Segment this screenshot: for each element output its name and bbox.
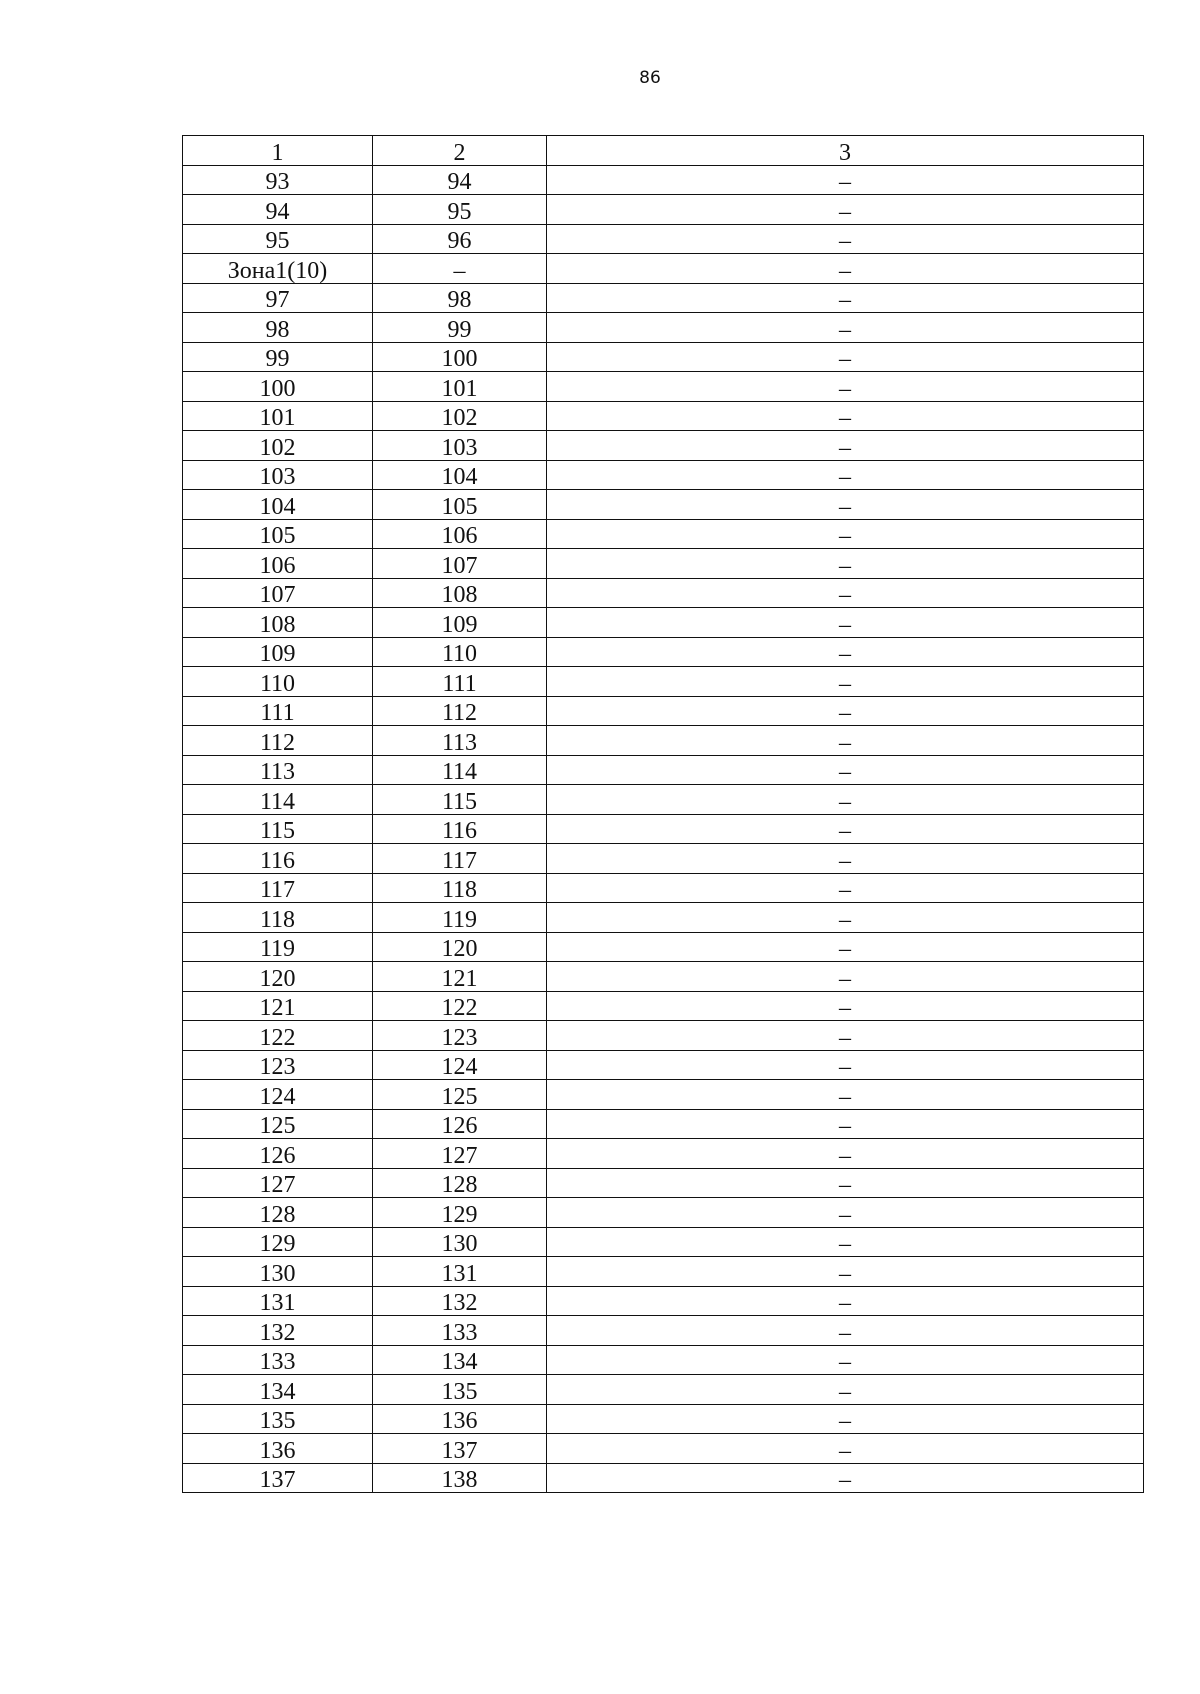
table-cell-col3: –	[547, 1109, 1144, 1139]
table-row	[183, 1257, 1144, 1287]
table-row	[183, 932, 1144, 962]
table-cell-col1: 120	[183, 962, 373, 992]
table-cell-col1: 134	[183, 1375, 373, 1405]
table-row	[183, 1021, 1144, 1051]
table-cell-col1: 102	[183, 431, 373, 461]
table-cell-col2: 95	[373, 195, 547, 225]
table-cell-col1: 136	[183, 1434, 373, 1464]
table-cell-col2: 132	[373, 1286, 547, 1316]
table-row	[183, 490, 1144, 520]
table-cell-col3: –	[547, 1198, 1144, 1228]
table-cell-col1: 135	[183, 1404, 373, 1434]
table-cell-col2: 100	[373, 342, 547, 372]
table-row	[183, 637, 1144, 667]
table-cell-col3: –	[547, 313, 1144, 343]
table-cell-col1: 99	[183, 342, 373, 372]
table-row	[183, 372, 1144, 402]
table-cell-col2: 126	[373, 1109, 547, 1139]
table-cell-col1: 95	[183, 224, 373, 254]
table-cell-col3: –	[547, 549, 1144, 579]
table-cell-col1: 116	[183, 844, 373, 874]
table-cell-col3: –	[547, 224, 1144, 254]
table-cell-col3: –	[547, 1463, 1144, 1493]
table-cell-col3: –	[547, 460, 1144, 490]
table-cell-col2: 105	[373, 490, 547, 520]
table-cell-col2: 107	[373, 549, 547, 579]
table-cell-col3: –	[547, 873, 1144, 903]
table-cell-col3: –	[547, 1434, 1144, 1464]
table-cell-col1: 112	[183, 726, 373, 756]
table-row	[183, 696, 1144, 726]
table-cell-col3: –	[547, 1050, 1144, 1080]
table-header-row	[183, 136, 1144, 166]
table-cell-col1: 97	[183, 283, 373, 313]
table-cell-col2: 137	[373, 1434, 547, 1464]
table-cell-col1: 98	[183, 313, 373, 343]
table-cell-col2: 125	[373, 1080, 547, 1110]
table-row	[183, 962, 1144, 992]
column-header-1: 1	[183, 136, 373, 166]
table-row	[183, 667, 1144, 697]
table-cell-col2: 103	[373, 431, 547, 461]
table-cell-col1: 106	[183, 549, 373, 579]
table-row	[183, 1168, 1144, 1198]
table-row	[183, 431, 1144, 461]
table-cell-col1: 107	[183, 578, 373, 608]
table-cell-col2: 114	[373, 755, 547, 785]
table-cell-col3: –	[547, 696, 1144, 726]
column-header-3: 3	[547, 136, 1144, 166]
table-cell-col2: 133	[373, 1316, 547, 1346]
table-cell-col2: 123	[373, 1021, 547, 1051]
table-row	[183, 755, 1144, 785]
table-row	[183, 313, 1144, 343]
table-row	[183, 991, 1144, 1021]
table-row	[183, 195, 1144, 225]
table-cell-col3: –	[547, 903, 1144, 933]
table-cell-col3: –	[547, 490, 1144, 520]
table-cell-col3: –	[547, 814, 1144, 844]
table-cell-col3: –	[547, 372, 1144, 402]
table-cell-col2: 131	[373, 1257, 547, 1287]
table-row	[183, 254, 1144, 284]
table-cell-col1: 94	[183, 195, 373, 225]
table-cell-col1: 105	[183, 519, 373, 549]
table-cell-col3: –	[547, 1257, 1144, 1287]
table-cell-col3: –	[547, 578, 1144, 608]
table-cell-col2: 136	[373, 1404, 547, 1434]
table-row	[183, 1286, 1144, 1316]
table-cell-col2: 127	[373, 1139, 547, 1169]
data-table	[182, 135, 1144, 1493]
table-cell-col3: –	[547, 637, 1144, 667]
table-row	[183, 844, 1144, 874]
table-cell-col1: 100	[183, 372, 373, 402]
table-cell-col1: 127	[183, 1168, 373, 1198]
table-cell-col2: 106	[373, 519, 547, 549]
table-cell-col3: –	[547, 991, 1144, 1021]
table-cell-col1: 128	[183, 1198, 373, 1228]
table-cell-col2: 104	[373, 460, 547, 490]
table-cell-col3: –	[547, 755, 1144, 785]
column-header-2: 2	[373, 136, 547, 166]
table-row	[183, 401, 1144, 431]
table-cell-col2: 113	[373, 726, 547, 756]
table-cell-col3: –	[547, 608, 1144, 638]
table-cell-col1: 101	[183, 401, 373, 431]
page-number: 86	[639, 68, 661, 88]
table-cell-col2: 109	[373, 608, 547, 638]
table-cell-col2: 99	[373, 313, 547, 343]
table-cell-col2: 130	[373, 1227, 547, 1257]
table-row	[183, 1404, 1144, 1434]
table-cell-col3: –	[547, 785, 1144, 815]
table-row	[183, 1345, 1144, 1375]
table-cell-col1: 121	[183, 991, 373, 1021]
table-cell-col1: 126	[183, 1139, 373, 1169]
table-row	[183, 519, 1144, 549]
table-cell-col2: –	[373, 254, 547, 284]
table-cell-col2: 111	[373, 667, 547, 697]
table-cell-col3: –	[547, 401, 1144, 431]
table-cell-col3: –	[547, 1404, 1144, 1434]
table-cell-col2: 138	[373, 1463, 547, 1493]
table-cell-col2: 120	[373, 932, 547, 962]
table-cell-col3: –	[547, 254, 1144, 284]
table-cell-col1: 130	[183, 1257, 373, 1287]
table-cell-col1: 115	[183, 814, 373, 844]
table-cell-col3: –	[547, 1345, 1144, 1375]
table-cell-col3: –	[547, 1286, 1144, 1316]
table-cell-col1: 129	[183, 1227, 373, 1257]
table-cell-col3: –	[547, 342, 1144, 372]
table-cell-col3: –	[547, 1168, 1144, 1198]
table-cell-col1: 114	[183, 785, 373, 815]
table-cell-col3: –	[547, 1316, 1144, 1346]
table-cell-col1: 113	[183, 755, 373, 785]
table-cell-col3: –	[547, 1375, 1144, 1405]
table-cell-col1: 132	[183, 1316, 373, 1346]
table-row	[183, 1434, 1144, 1464]
table-row	[183, 814, 1144, 844]
table-cell-col1: 123	[183, 1050, 373, 1080]
table-cell-col2: 124	[373, 1050, 547, 1080]
table-row	[183, 549, 1144, 579]
table-cell-col3: –	[547, 519, 1144, 549]
table-cell-col1: 131	[183, 1286, 373, 1316]
table-cell-col2: 118	[373, 873, 547, 903]
table-row	[183, 224, 1144, 254]
table-cell-col1: 110	[183, 667, 373, 697]
table-cell-col3: –	[547, 1139, 1144, 1169]
table-cell-col3: –	[547, 844, 1144, 874]
table-row	[183, 1375, 1144, 1405]
table-body	[183, 136, 1144, 1493]
table-cell-col3: –	[547, 667, 1144, 697]
table-cell-col3: –	[547, 431, 1144, 461]
table-cell-col2: 135	[373, 1375, 547, 1405]
table-cell-col1: 109	[183, 637, 373, 667]
table-cell-col2: 121	[373, 962, 547, 992]
table-cell-col2: 117	[373, 844, 547, 874]
table-cell-col3: –	[547, 1080, 1144, 1110]
table-cell-col3: –	[547, 165, 1144, 195]
table-cell-col3: –	[547, 195, 1144, 225]
table-cell-col1: 117	[183, 873, 373, 903]
table-cell-col3: –	[547, 1021, 1144, 1051]
table-row	[183, 726, 1144, 756]
table-cell-col3: –	[547, 962, 1144, 992]
table-row	[183, 1050, 1144, 1080]
table-cell-col2: 119	[373, 903, 547, 933]
table-cell-col1: 111	[183, 696, 373, 726]
table-cell-col2: 108	[373, 578, 547, 608]
table-cell-col1: 125	[183, 1109, 373, 1139]
table-cell-col2: 112	[373, 696, 547, 726]
table-row	[183, 283, 1144, 313]
table-cell-col3: –	[547, 1227, 1144, 1257]
table-row	[183, 342, 1144, 372]
table-cell-col1: 108	[183, 608, 373, 638]
table-row	[183, 578, 1144, 608]
table-cell-col1: 124	[183, 1080, 373, 1110]
table-row	[183, 460, 1144, 490]
table-cell-col2: 110	[373, 637, 547, 667]
table-row	[183, 1198, 1144, 1228]
table-cell-col1: 122	[183, 1021, 373, 1051]
table-row	[183, 608, 1144, 638]
table-row	[183, 785, 1144, 815]
table-row	[183, 873, 1144, 903]
table-cell-col2: 98	[373, 283, 547, 313]
table-cell-col1: 137	[183, 1463, 373, 1493]
table-row	[183, 1109, 1144, 1139]
table-cell-col1: 119	[183, 932, 373, 962]
table-cell-col1: 93	[183, 165, 373, 195]
table-cell-col2: 102	[373, 401, 547, 431]
table-cell-col1: 103	[183, 460, 373, 490]
table-cell-col3: –	[547, 726, 1144, 756]
table-cell-col1: 133	[183, 1345, 373, 1375]
table-cell-col2: 101	[373, 372, 547, 402]
table-row	[183, 1139, 1144, 1169]
table-cell-col2: 128	[373, 1168, 547, 1198]
table-cell-col1: 104	[183, 490, 373, 520]
table-row	[183, 1463, 1144, 1493]
table-cell-col2: 94	[373, 165, 547, 195]
table-cell-col1: Зона1(10)	[183, 254, 373, 284]
table-row	[183, 1080, 1144, 1110]
table-row	[183, 1227, 1144, 1257]
table-cell-col3: –	[547, 932, 1144, 962]
table-cell-col2: 122	[373, 991, 547, 1021]
table-row	[183, 903, 1144, 933]
table-cell-col1: 118	[183, 903, 373, 933]
table-cell-col2: 116	[373, 814, 547, 844]
table-cell-col2: 96	[373, 224, 547, 254]
table-row	[183, 1316, 1144, 1346]
table-cell-col2: 115	[373, 785, 547, 815]
table-cell-col2: 134	[373, 1345, 547, 1375]
table-cell-col3: –	[547, 283, 1144, 313]
table-row	[183, 165, 1144, 195]
table-cell-col2: 129	[373, 1198, 547, 1228]
